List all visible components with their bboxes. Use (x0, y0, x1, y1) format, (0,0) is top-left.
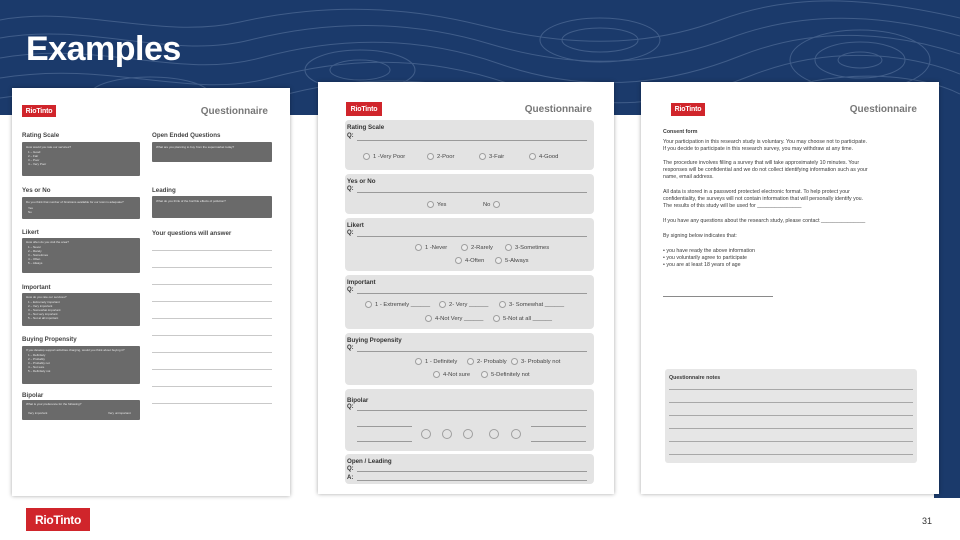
likert-option-1[interactable] (415, 244, 447, 251)
bipolar-box (22, 400, 140, 420)
buying-option-1[interactable] (415, 358, 457, 365)
rating-option-4[interactable] (529, 153, 558, 160)
answer-line (152, 386, 272, 387)
radio-icon (493, 315, 500, 322)
answer-line (531, 441, 586, 442)
consent-text: The results of this study will be used for _______________ (663, 203, 802, 209)
likert-card (345, 218, 594, 271)
option-label: 1 - Extremely ______ (375, 301, 431, 308)
yes-no-heading: Yes or No (22, 187, 51, 194)
question-label: Q: (347, 230, 354, 236)
consent-bullet: • you have ready the above information (663, 248, 755, 254)
rating-question: How would you rate our services? (26, 145, 72, 149)
consent-text: The procedure involves filling a survey that will take approximately 10 minutes. Your (663, 160, 860, 166)
answer-line (152, 335, 272, 336)
slide-title: Examples (26, 30, 181, 68)
yes-no-question: Do you think that number of bins/cans available for our town is adequate? (26, 200, 124, 204)
answer-line (152, 250, 272, 251)
question-label: Q: (347, 345, 354, 351)
rating-option-2[interactable] (427, 153, 454, 160)
likert-option-5[interactable] (495, 257, 529, 264)
question-label: Q: (347, 133, 354, 139)
answer-line (152, 318, 272, 319)
answer-line (531, 426, 586, 427)
question-label: Q: (347, 287, 354, 293)
radio-icon (495, 257, 502, 264)
buying-propensity-box (22, 346, 140, 384)
radio-icon (433, 371, 440, 378)
consent-text: All data is stored in a password protected electronic format. To help protect your (663, 189, 850, 195)
no-option[interactable] (483, 201, 500, 208)
card-title: Open / Leading (347, 458, 392, 465)
yes-no-option: No (28, 210, 32, 214)
page-title: Questionnaire (200, 106, 268, 117)
option-label: 3-Sometimes (515, 244, 550, 251)
consent-bullet: • you voluntarily agree to participate (663, 255, 748, 261)
option-label: 3- Somewhat ______ (509, 301, 565, 308)
rating-option: 3 – Poor (28, 158, 40, 162)
consent-form-title: Consent form (663, 129, 698, 135)
likert-question: How often do you visit the area? (26, 240, 69, 244)
notes-line (669, 441, 913, 442)
open-ended-box (152, 142, 272, 162)
option-label: 4-Not Very ______ (435, 315, 484, 322)
card-title: Important (347, 279, 376, 286)
rio-tinto-logo: RioTinto (671, 103, 705, 116)
radio-icon (499, 301, 506, 308)
buying-option-3[interactable] (511, 358, 560, 365)
likert-option: 2 – Rarely (28, 249, 42, 253)
bipolar-radio[interactable] (442, 429, 452, 439)
card-title: Bipolar (347, 397, 369, 404)
radio-icon (461, 244, 468, 251)
option-label: 5-Always (505, 257, 529, 264)
buying-propensity-heading: Buying Propensity (22, 336, 77, 343)
rating-option-3[interactable] (479, 153, 504, 160)
option-label: 2-Poor (437, 153, 455, 160)
consent-text: confidentiality, the surveys will not contain information that will personally identify you. (663, 196, 864, 202)
option-label: 4-Good (539, 153, 559, 160)
answer-line (357, 480, 587, 481)
leading-box (152, 196, 272, 218)
card-title: Buying Propensity (347, 337, 402, 344)
consent-text: If you decide to participate in this research survey, you may withdraw at any time. (663, 146, 854, 152)
important-option-4[interactable] (425, 315, 483, 322)
important-option-2[interactable] (439, 301, 488, 308)
radio-icon (439, 301, 446, 308)
notes-line (669, 415, 913, 416)
signature-line[interactable] (663, 296, 773, 297)
answer-line (152, 369, 272, 370)
important-option-3[interactable] (499, 301, 564, 308)
yes-no-box (22, 197, 140, 219)
option-label: 4-Not sure (443, 371, 471, 378)
important-question: How do you rate our services? (26, 295, 67, 299)
buying-option: 1 – Definitely (28, 353, 46, 357)
radio-icon (415, 244, 422, 251)
important-box (22, 293, 140, 326)
card-title: Likert (347, 222, 364, 229)
consent-text: responses will be confidential and we do not collect identifying information such as your (663, 167, 868, 173)
radio-icon (365, 301, 372, 308)
question-label: Q: (347, 466, 354, 472)
question-line (357, 351, 587, 352)
card-title: Yes or No (347, 178, 376, 185)
notes-line (669, 389, 913, 390)
bipolar-radio[interactable] (421, 429, 431, 439)
answer-line (357, 441, 412, 442)
answer-line (152, 267, 272, 268)
option-label: 4-Often (465, 257, 485, 264)
question-label: Q: (347, 404, 354, 410)
buying-propensity-card (345, 333, 594, 385)
consent-bullet: • you are at least 18 years of age (663, 262, 741, 268)
open-ended-heading: Open Ended Questions (152, 132, 221, 139)
option-label: 2-Rarely (471, 244, 493, 251)
option-label: Yes (437, 201, 447, 208)
yes-no-option: Yes (28, 206, 33, 210)
buying-option-4[interactable] (433, 371, 470, 378)
buying-option-5[interactable] (481, 371, 530, 378)
rating-option: 1 – Good (28, 150, 41, 154)
important-heading: Important (22, 284, 51, 291)
page-title: Questionnaire (849, 104, 917, 115)
radio-icon (467, 358, 474, 365)
radio-icon (427, 153, 434, 160)
answer-line (152, 403, 272, 404)
question-line (357, 471, 587, 472)
radio-icon (415, 358, 422, 365)
buying-option-2[interactable] (467, 358, 507, 365)
rating-scale-box (22, 142, 140, 176)
yes-no-card (345, 174, 594, 214)
likert-option-2[interactable] (461, 244, 493, 251)
question-line (357, 192, 587, 193)
radio-icon (511, 358, 518, 365)
radio-icon (363, 153, 370, 160)
bipolar-left-label: Very important (28, 411, 48, 415)
rating-option: 4 – Very Poor (28, 162, 47, 166)
buying-option: 2 – Probably (28, 357, 45, 361)
buying-option: 3 – Probably not (28, 361, 50, 365)
likert-option: 5 – Always (28, 261, 43, 265)
option-label: 1 -Never (425, 244, 448, 251)
question-label: Q: (347, 186, 354, 192)
footer-rio-tinto-logo: RioTinto (26, 508, 90, 531)
likert-option-4[interactable] (455, 257, 484, 264)
important-option: 3 – Somewhat important (28, 308, 61, 312)
card-title: Rating Scale (347, 124, 385, 131)
questionnaire-page-2 (318, 82, 614, 494)
option-label: No (483, 201, 491, 208)
answer-line (152, 284, 272, 285)
rating-scale-card (345, 120, 594, 170)
question-line (357, 410, 587, 411)
open-ended-question: What are you planning to buy from the supermarket today? (156, 145, 235, 149)
radio-icon (493, 201, 500, 208)
buying-option: 4 – Not sure (28, 365, 45, 369)
radio-icon (481, 371, 488, 378)
answer-line (152, 301, 272, 302)
important-option-5[interactable] (493, 315, 552, 322)
consent-page (641, 82, 939, 494)
consent-text: name, email address. (663, 174, 714, 180)
rating-option: 2 – Fair (28, 154, 39, 158)
notes-line (669, 402, 913, 403)
likert-heading: Likert (22, 229, 39, 236)
option-label: 3- Probably not (521, 358, 561, 365)
option-label: 1 - Definitely (425, 358, 458, 365)
answer-line (152, 352, 272, 353)
radio-icon (455, 257, 462, 264)
question-line (357, 293, 587, 294)
questionnaire-page-1 (12, 88, 290, 496)
rating-option-1[interactable] (363, 153, 405, 160)
bipolar-radio[interactable] (463, 429, 473, 439)
open-leading-card (345, 454, 594, 484)
important-option: 2 – Very important (28, 304, 53, 308)
question-line (357, 236, 587, 237)
important-option-1[interactable] (365, 301, 430, 308)
page-number: 31 (921, 516, 932, 526)
leading-heading: Leading (152, 187, 176, 194)
option-label: 2- Probably (477, 358, 507, 365)
answer-label: A: (347, 475, 354, 481)
rating-scale-heading: Rating Scale (22, 132, 60, 139)
likert-option: 1 – Never (28, 245, 42, 249)
likert-option-3[interactable] (505, 244, 549, 251)
rio-tinto-logo: RioTinto (22, 105, 56, 117)
radio-icon (479, 153, 486, 160)
rio-tinto-logo: RioTinto (346, 102, 382, 116)
notes-line (669, 428, 913, 429)
page-title: Questionnaire (524, 104, 592, 115)
radio-icon (425, 315, 432, 322)
likert-option: 3 – Sometimes (28, 253, 49, 257)
consent-text: Your participation in this research study is voluntary. You may choose not to participate. (663, 139, 868, 145)
questionnaire-notes-box[interactable] (665, 369, 917, 463)
important-card (345, 275, 594, 329)
notes-line (669, 454, 913, 455)
likert-option: 4 – Often (28, 257, 41, 261)
consent-text: If you have any questions about the research study, please contact _______________ (663, 218, 866, 224)
important-option: 5 – Not at all important (28, 316, 59, 320)
bipolar-radio[interactable] (511, 429, 521, 439)
likert-box (22, 238, 140, 273)
buying-option: 5 – Definitely not (28, 369, 51, 373)
bipolar-question: What is your preference for the following? (26, 402, 82, 406)
answer-line (357, 426, 412, 427)
option-label: 5-Not at all ______ (503, 315, 552, 322)
radio-icon (505, 244, 512, 251)
question-line (357, 140, 587, 141)
bipolar-card (345, 389, 594, 451)
notes-title: Questionnaire notes (669, 375, 721, 381)
yes-option[interactable] (427, 201, 446, 208)
option-label: 1 -Very Poor (373, 153, 406, 160)
bipolar-heading: Bipolar (22, 392, 44, 399)
option-label: 5-Definitely not (491, 371, 530, 378)
your-questions-heading: Your questions will answer (152, 230, 232, 237)
leading-question: What do you think of the horrible effects of pollution? (156, 199, 226, 203)
important-option: 1 – Extremely important (28, 300, 60, 304)
radio-icon (427, 201, 434, 208)
option-label: 2- Very ______ (449, 301, 489, 308)
buying-question: If you develop support activities charging, would you think about buying it? (26, 348, 125, 352)
bipolar-right-label: Very unimportant (108, 411, 131, 415)
radio-icon (529, 153, 536, 160)
consent-text: By signing below indicates that: (663, 233, 737, 239)
important-option: 4 – Not very important (28, 312, 58, 316)
bipolar-radio[interactable] (489, 429, 499, 439)
option-label: 3-Fair (489, 153, 505, 160)
